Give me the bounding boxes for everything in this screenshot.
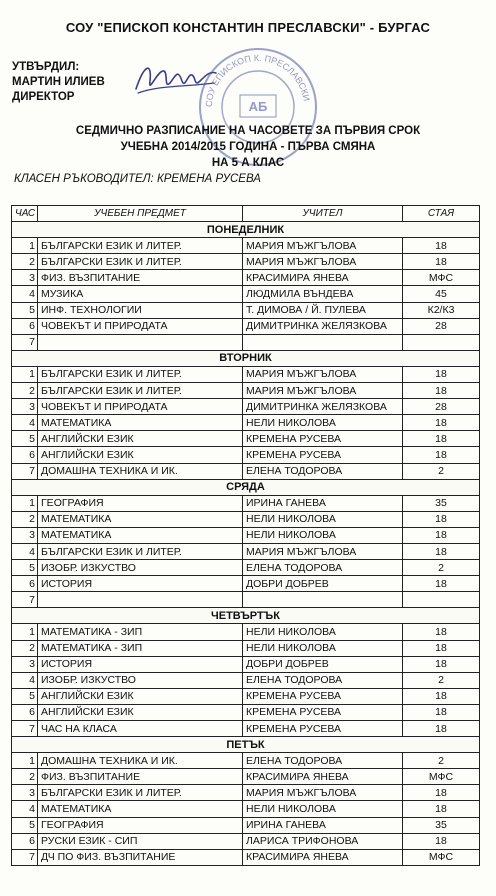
hour-cell: 1: [12, 624, 38, 640]
day-name: СРЯДА: [12, 479, 480, 495]
subject-cell: ДОМАШНА ТЕХНИКА И ИК.: [38, 463, 243, 479]
hour-cell: 5: [12, 560, 38, 576]
subject-cell: ЧОВЕКЪТ И ПРИРОДАТА: [38, 399, 243, 415]
table-row: [12, 334, 480, 350]
teacher-cell: Т. ДИМОВА / Й. ПУЛЕВА: [243, 302, 403, 318]
table-row: [12, 592, 480, 608]
table-row: [12, 431, 480, 447]
subject-cell: ГЕОГРАФИЯ: [38, 495, 243, 511]
teacher-cell: ДИМИТРИНКА ЖЕЛЯЗКОВА: [243, 318, 403, 334]
subject-cell: МУЗИКА: [38, 286, 243, 302]
teacher-cell: НЕЛИ НИКОЛОВА: [243, 624, 403, 640]
subject-cell: ИЗОБР. ИЗКУСТВО: [38, 672, 243, 688]
teacher-cell: ЕЛЕНА ТОДОРОВА: [243, 463, 403, 479]
school-name: СОУ "ЕПИСКОП КОНСТАНТИН ПРЕСЛАВСКИ" - БУРГАС: [65, 20, 431, 35]
room-cell: 18: [403, 415, 480, 431]
room-cell: 18: [403, 624, 480, 640]
header-subject: УЧЕБЕН ПРЕДМЕТ: [38, 206, 243, 222]
table-row: [12, 447, 480, 463]
hour-cell: 6: [12, 833, 38, 849]
room-cell: 2: [403, 753, 480, 769]
room-cell: 18: [403, 833, 480, 849]
subject-cell: МАТЕМАТИКА: [38, 527, 243, 543]
hour-cell: 7: [12, 721, 38, 737]
header-teacher: УЧИТЕЛ: [243, 206, 403, 222]
hour-cell: 5: [12, 302, 38, 318]
teacher-cell: МАРИЯ МЪЖГЪЛОВА: [243, 543, 403, 559]
subject-cell: ИСТОРИЯ: [38, 576, 243, 592]
subject-cell: ЧОВЕКЪТ И ПРИРОДАТА: [38, 318, 243, 334]
teacher-cell: МАРИЯ МЪЖГЪЛОВА: [243, 254, 403, 270]
room-cell: 18: [403, 447, 480, 463]
table-row: [12, 688, 480, 704]
hour-cell: 3: [12, 785, 38, 801]
subject-cell: АНГЛИЙСКИ ЕЗИК: [38, 447, 243, 463]
teacher-cell: КРЕМЕНА РУСЕВА: [243, 447, 403, 463]
hour-cell: 6: [12, 576, 38, 592]
table-row: [12, 576, 480, 592]
hour-cell: 7: [12, 849, 38, 865]
approval-block: [12, 60, 105, 105]
hour-cell: 1: [12, 238, 38, 254]
subject-cell: ЧАС НА КЛАСА: [38, 721, 243, 737]
table-row: [12, 270, 480, 286]
teacher-cell: КРАСИМИРА ЯНЕВА: [243, 270, 403, 286]
svg-text:СОУ ЕПИСКОП К. ПРЕСЛАВСКИ: СОУ ЕПИСКОП К. ПРЕСЛАВСКИ: [203, 52, 312, 108]
teacher-cell: КРЕМЕНА РУСЕВА: [243, 721, 403, 737]
teacher-cell: ЛЮДМИЛА ВЪНДЕВА: [243, 286, 403, 302]
table-row: [12, 833, 480, 849]
teacher-cell: КРАСИМИРА ЯНЕВА: [243, 769, 403, 785]
subject-cell: БЪЛГАРСКИ ЕЗИК И ЛИТЕР.: [38, 383, 243, 399]
room-cell: 18: [403, 704, 480, 720]
hour-cell: 3: [12, 399, 38, 415]
room-cell: 18: [403, 366, 480, 382]
day-header-row: [12, 737, 480, 753]
room-cell: МФС: [403, 769, 480, 785]
table-row: [12, 302, 480, 318]
room-cell: 2: [403, 463, 480, 479]
room-cell: К2/К3: [403, 302, 480, 318]
header-room: СТАЯ: [403, 206, 480, 222]
room-cell: 18: [403, 785, 480, 801]
subject-cell: ДЧ ПО ФИЗ. ВЪЗПИТАНИЕ: [38, 849, 243, 865]
room-cell: 18: [403, 656, 480, 672]
timetable-header-row: [12, 206, 480, 222]
table-row: [12, 318, 480, 334]
subject-cell: МАТЕМАТИКА: [38, 511, 243, 527]
hour-cell: 4: [12, 415, 38, 431]
subject-cell: АНГЛИЙСКИ ЕЗИК: [38, 431, 243, 447]
room-cell: 35: [403, 495, 480, 511]
table-row: [12, 463, 480, 479]
table-row: [12, 801, 480, 817]
teacher-cell: ДИМИТРИНКА ЖЕЛЯЗКОВА: [243, 399, 403, 415]
teacher-cell: ДОБРИ ДОБРЕВ: [243, 656, 403, 672]
school-year-line: УЧЕБНА 2014/2015 ГОДИНА - ПЪРВА СМЯНА: [120, 141, 376, 153]
hour-cell: 2: [12, 383, 38, 399]
teacher-cell: МАРИЯ МЪЖГЪЛОВА: [243, 238, 403, 254]
table-row: [12, 527, 480, 543]
subject-cell: МАТЕМАТИКА - ЗИП: [38, 640, 243, 656]
room-cell: 2: [403, 672, 480, 688]
hour-cell: 7: [12, 463, 38, 479]
day-name: ПОНЕДЕЛНИК: [12, 222, 480, 238]
teacher-cell: ЕЛЕНА ТОДОРОВА: [243, 753, 403, 769]
teacher-cell: КРЕМЕНА РУСЕВА: [243, 431, 403, 447]
header-hour: ЧАС: [12, 206, 38, 222]
class-teacher: КЛАСЕН РЪКОВОДИТЕЛ: КРЕМЕНА РУСЕВА: [14, 173, 261, 185]
subject-cell: ИСТОРИЯ: [38, 656, 243, 672]
room-cell: 18: [403, 254, 480, 270]
room-cell: 28: [403, 318, 480, 334]
hour-cell: 2: [12, 254, 38, 270]
timetable-body: [12, 222, 480, 866]
hour-cell: 3: [12, 527, 38, 543]
table-row: [12, 721, 480, 737]
day-name: ЧЕТВЪРТЪК: [12, 608, 480, 624]
hour-cell: 6: [12, 318, 38, 334]
teacher-cell: КРЕМЕНА РУСЕВА: [243, 704, 403, 720]
teacher-cell: ИРИНА ГАНЕВА: [243, 495, 403, 511]
hour-cell: 4: [12, 543, 38, 559]
teacher-cell: НЕЛИ НИКОЛОВА: [243, 527, 403, 543]
subject-cell: [38, 592, 243, 608]
day-header-row: [12, 350, 480, 366]
class-line: НА 5 А КЛАС: [211, 157, 285, 169]
room-cell: 18: [403, 511, 480, 527]
table-row: [12, 624, 480, 640]
teacher-cell: ЕЛЕНА ТОДОРОВА: [243, 672, 403, 688]
hour-cell: 5: [12, 817, 38, 833]
room-cell: 18: [403, 543, 480, 559]
subject-cell: ФИЗ. ВЪЗПИТАНИЕ: [38, 769, 243, 785]
room-cell: 18: [403, 576, 480, 592]
room-cell: 18: [403, 688, 480, 704]
subject-cell: БЪЛГАРСКИ ЕЗИК И ЛИТЕР.: [38, 254, 243, 270]
subject-cell: АНГЛИЙСКИ ЕЗИК: [38, 688, 243, 704]
teacher-cell: ИРИНА ГАНЕВА: [243, 817, 403, 833]
table-row: [12, 672, 480, 688]
table-row: [12, 383, 480, 399]
subject-cell: БЪЛГАРСКИ ЕЗИК И ЛИТЕР.: [38, 785, 243, 801]
table-row: [12, 560, 480, 576]
subject-cell: МАТЕМАТИКА - ЗИП: [38, 624, 243, 640]
table-row: [12, 511, 480, 527]
subject-cell: АНГЛИЙСКИ ЕЗИК: [38, 704, 243, 720]
teacher-cell: МАРИЯ МЪЖГЪЛОВА: [243, 366, 403, 382]
room-cell: МФС: [403, 270, 480, 286]
table-row: [12, 399, 480, 415]
schedule-title: СЕДМИЧНО РАЗПИСАНИЕ НА ЧАСОВЕТЕ ЗА ПЪРВИЯ СРОК: [75, 125, 421, 137]
table-row: [12, 543, 480, 559]
table-row: [12, 817, 480, 833]
subject-cell: БЪЛГАРСКИ ЕЗИК И ЛИТЕР.: [38, 366, 243, 382]
table-row: [12, 849, 480, 865]
director-signature: [130, 55, 220, 105]
teacher-cell: КРАСИМИРА ЯНЕВА: [243, 849, 403, 865]
timetable: [11, 205, 480, 866]
room-cell: 28: [403, 399, 480, 415]
table-row: [12, 286, 480, 302]
svg-text:АБ: АБ: [248, 99, 268, 114]
subject-cell: ИНФ. ТЕХНОЛОГИИ: [38, 302, 243, 318]
teacher-cell: НЕЛИ НИКОЛОВА: [243, 415, 403, 431]
teacher-cell: НЕЛИ НИКОЛОВА: [243, 801, 403, 817]
hour-cell: 1: [12, 366, 38, 382]
subject-cell: ИЗОБР. ИЗКУСТВО: [38, 560, 243, 576]
subject-cell: РУСКИ ЕЗИК - СИП: [38, 833, 243, 849]
teacher-cell: [243, 334, 403, 350]
table-row: [12, 640, 480, 656]
room-cell: 18: [403, 383, 480, 399]
hour-cell: 5: [12, 431, 38, 447]
table-row: [12, 495, 480, 511]
teacher-cell: НЕЛИ НИКОЛОВА: [243, 511, 403, 527]
room-cell: 18: [403, 527, 480, 543]
room-cell: 35: [403, 817, 480, 833]
room-cell: 2: [403, 560, 480, 576]
hour-cell: 4: [12, 801, 38, 817]
room-cell: МФС: [403, 849, 480, 865]
teacher-cell: НЕЛИ НИКОЛОВА: [243, 640, 403, 656]
subject-cell: МАТЕМАТИКА: [38, 415, 243, 431]
hour-cell: 4: [12, 286, 38, 302]
hour-cell: 3: [12, 270, 38, 286]
teacher-cell: ДОБРИ ДОБРЕВ: [243, 576, 403, 592]
hour-cell: 6: [12, 447, 38, 463]
room-cell: 18: [403, 640, 480, 656]
subject-cell: [38, 334, 243, 350]
hour-cell: 2: [12, 511, 38, 527]
subject-cell: ДОМАШНА ТЕХНИКА И ИК.: [38, 753, 243, 769]
hour-cell: 5: [12, 688, 38, 704]
teacher-cell: ЕЛЕНА ТОДОРОВА: [243, 560, 403, 576]
day-name: ВТОРНИК: [12, 350, 480, 366]
room-cell: 18: [403, 238, 480, 254]
table-row: [12, 769, 480, 785]
hour-cell: 6: [12, 704, 38, 720]
hour-cell: 2: [12, 769, 38, 785]
teacher-cell: ЛАРИСА ТРИФОНОВА: [243, 833, 403, 849]
hour-cell: 7: [12, 334, 38, 350]
subject-cell: БЪЛГАРСКИ ЕЗИК И ЛИТЕР.: [38, 543, 243, 559]
table-row: [12, 254, 480, 270]
hour-cell: 1: [12, 495, 38, 511]
teacher-cell: МАРИЯ МЪЖГЪЛОВА: [243, 383, 403, 399]
subject-cell: БЪЛГАРСКИ ЕЗИК И ЛИТЕР.: [38, 238, 243, 254]
director-name: МАРТИН ИЛИЕВ: [12, 76, 105, 88]
subject-cell: ФИЗ. ВЪЗПИТАНИЕ: [38, 270, 243, 286]
table-row: [12, 415, 480, 431]
room-cell: 18: [403, 801, 480, 817]
room-cell: 18: [403, 721, 480, 737]
room-cell: 45: [403, 286, 480, 302]
room-cell: 18: [403, 431, 480, 447]
table-row: [12, 704, 480, 720]
hour-cell: 1: [12, 753, 38, 769]
room-cell: [403, 334, 480, 350]
table-row: [12, 238, 480, 254]
teacher-cell: [243, 592, 403, 608]
day-header-row: [12, 608, 480, 624]
room-cell: [403, 592, 480, 608]
subject-cell: МАТЕМАТИКА: [38, 801, 243, 817]
table-row: [12, 656, 480, 672]
day-header-row: [12, 479, 480, 495]
hour-cell: 7: [12, 592, 38, 608]
director-position: ДИРЕКТОР: [12, 91, 75, 103]
table-row: [12, 366, 480, 382]
approval-label: УТВЪРДИЛ:: [12, 61, 80, 73]
day-header-row: [12, 222, 480, 238]
day-name: ПЕТЪК: [12, 737, 480, 753]
table-row: [12, 753, 480, 769]
hour-cell: 2: [12, 640, 38, 656]
teacher-cell: КРЕМЕНА РУСЕВА: [243, 688, 403, 704]
subject-cell: ГЕОГРАФИЯ: [38, 817, 243, 833]
hour-cell: 3: [12, 656, 38, 672]
teacher-cell: МАРИЯ МЪЖГЪЛОВА: [243, 785, 403, 801]
table-row: [12, 785, 480, 801]
hour-cell: 4: [12, 672, 38, 688]
